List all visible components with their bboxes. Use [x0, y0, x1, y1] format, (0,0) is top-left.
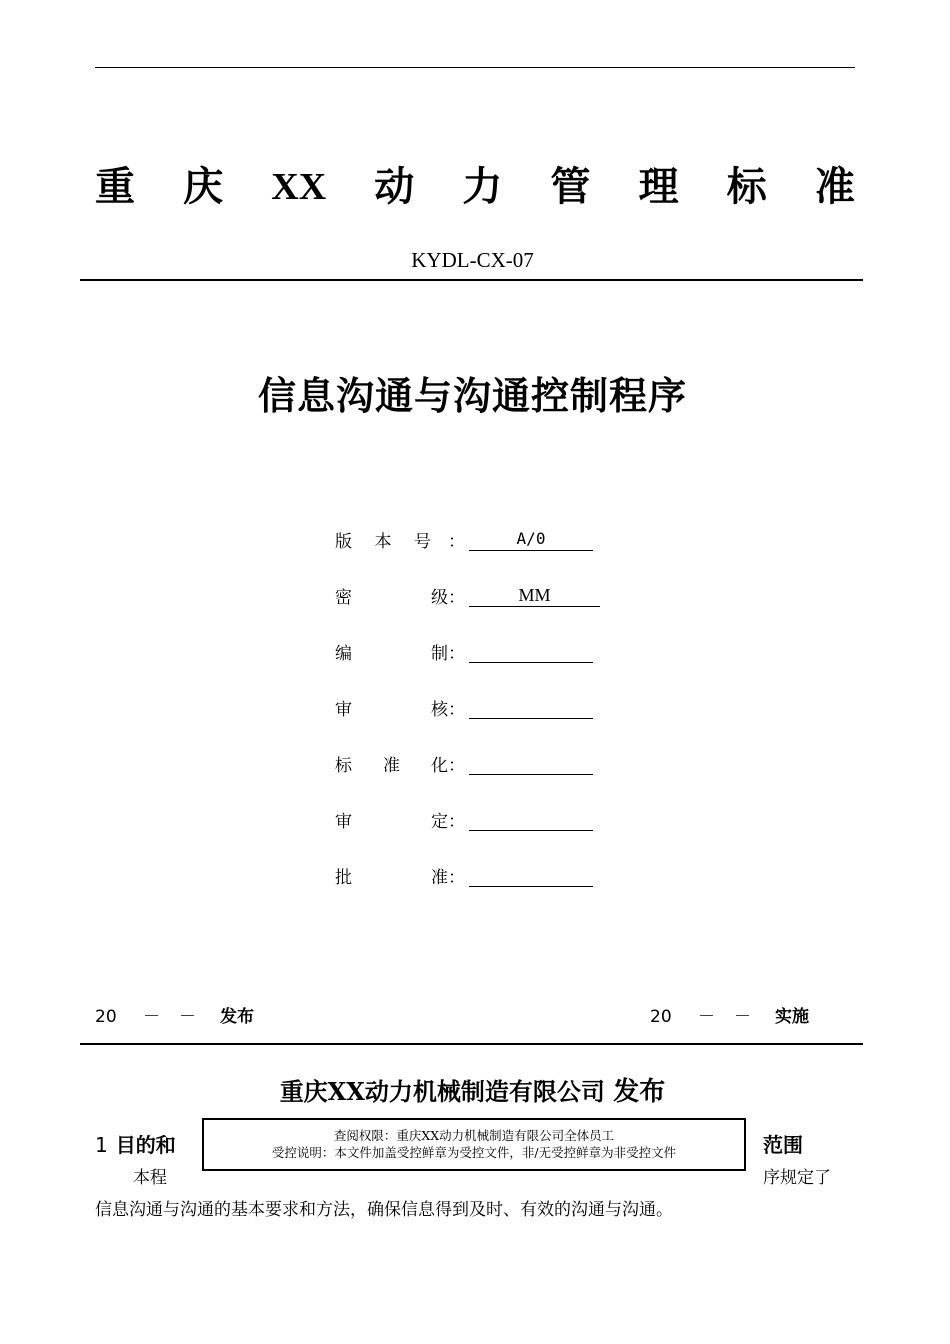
company-publish-label: 发布	[613, 1077, 666, 1107]
field-compiled-by	[335, 640, 635, 668]
field-label-char: 编	[335, 644, 352, 664]
field-approved-by	[335, 864, 635, 892]
divider-rule	[80, 1043, 863, 1045]
field-colon: ：	[448, 700, 465, 720]
divider-rule	[80, 279, 863, 281]
document-code: KYDL-CX-07	[411, 248, 534, 272]
date-separator: －	[143, 1007, 160, 1027]
control-description-text: 受控说明：本文件加盖受控鲜章为受控文件，非/无受控鲜章为非受控文件	[271, 1145, 677, 1160]
standard-title-char: XX	[271, 166, 327, 208]
field-value	[469, 696, 593, 719]
field-label-char: 标	[335, 756, 352, 776]
company-line	[80, 1074, 865, 1110]
field-standardization	[335, 752, 635, 780]
standard-title-char: 动	[374, 163, 415, 210]
field-label-char: 制	[431, 644, 448, 664]
field-label-char: 核	[431, 700, 448, 720]
field-label-char: 本	[374, 532, 392, 552]
standard-title-char: 力	[462, 163, 503, 210]
section-number: 1	[95, 1133, 108, 1157]
top-rule	[95, 67, 855, 68]
field-label-char: 审	[335, 812, 352, 832]
field-colon: ：	[448, 644, 465, 664]
effective-year: 20	[650, 1007, 672, 1027]
field-colon: ：	[448, 868, 465, 888]
field-value	[469, 640, 593, 663]
field-label-char: 号	[414, 532, 431, 552]
field-label-char: 批	[335, 868, 352, 888]
field-colon: ：	[448, 812, 465, 832]
standard-title-char: 准	[814, 163, 855, 210]
standard-title-char: 重	[95, 163, 135, 210]
effective-label: 实施	[775, 1007, 809, 1027]
access-rights-text: 查阅权限：重庆XX动力机械制造有限公司全体员工	[333, 1128, 615, 1143]
field-value	[469, 752, 593, 775]
standard-title-char: 标	[726, 163, 767, 210]
section-text-line: 信息沟通与沟通的基本要求和方法，确保信息得到及时、有效的沟通与沟通。	[95, 1200, 673, 1220]
section-text-fragment: 序规定了	[763, 1168, 831, 1188]
date-separator: －	[179, 1007, 196, 1027]
field-label-char: 级	[431, 588, 448, 608]
field-reviewed-by	[335, 696, 635, 724]
publish-label: 发布	[220, 1007, 254, 1027]
standard-title-char: 庆	[183, 163, 224, 210]
date-separator: －	[698, 1007, 715, 1027]
field-value: A/0	[469, 528, 593, 551]
field-verified-by	[335, 808, 635, 836]
field-label-char: 审	[335, 700, 352, 720]
field-version	[335, 528, 635, 556]
date-separator: －	[734, 1007, 751, 1027]
section-text-fragment: 本程	[133, 1168, 167, 1188]
field-value: MM	[469, 584, 600, 607]
document-title: 信息沟通与沟通控制程序	[257, 374, 687, 418]
standard-title-char: 管	[550, 163, 591, 210]
field-colon: ：	[448, 588, 465, 608]
field-label-char: 化	[431, 756, 448, 776]
field-colon: ：	[448, 532, 465, 552]
field-value	[469, 864, 593, 887]
field-label-char: 准	[383, 756, 400, 776]
publish-year: 20	[95, 1007, 117, 1027]
control-notice-box	[202, 1118, 746, 1171]
section-1-heading	[95, 1130, 176, 1160]
field-label-char: 准	[431, 868, 448, 888]
field-colon: ：	[448, 756, 465, 776]
field-label-char: 定	[431, 812, 448, 832]
section-heading-fragment: 目的和	[115, 1133, 176, 1157]
field-label-char: 密	[335, 588, 352, 608]
company-name: 重庆XX动力机械制造有限公司	[279, 1077, 605, 1106]
section-heading-fragment: 范围	[763, 1133, 803, 1157]
field-value	[469, 808, 593, 831]
field-secrecy	[335, 584, 635, 612]
field-label-char: 版	[335, 532, 352, 552]
standard-title-char: 理	[638, 163, 679, 210]
standard-title	[95, 160, 855, 214]
